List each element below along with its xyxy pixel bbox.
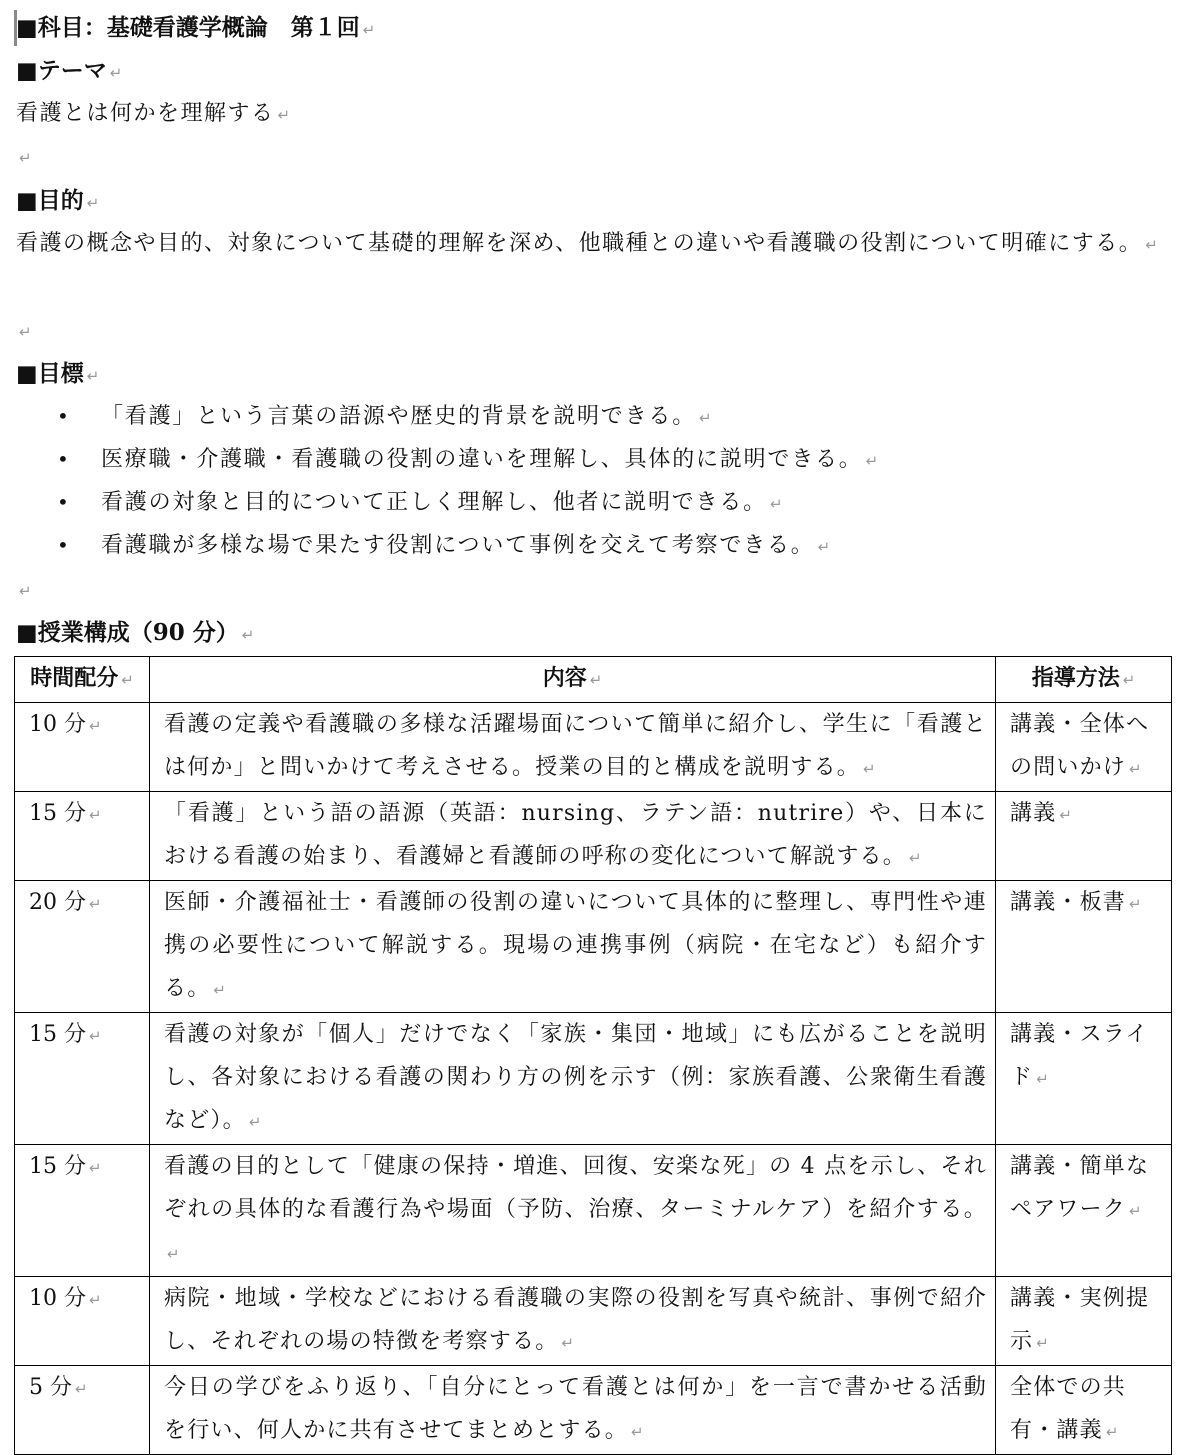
table-row [15,1013,1172,1145]
empty-paragraph: ↵ [19,582,32,600]
cell-method: 全体での共有・講義 ↵ [996,1366,1172,1455]
cell-content: 看護の定義や看護職の多様な活躍場面について簡単に紹介し、学生に「看護とは何か」と問いかけて考えさせる。授業の目的と構成を説明する。 ↵ [150,703,996,792]
cell-content: 病院・地域・学校などにおける看護職の実際の役割を写真や統計、事例で紹介し、それぞれの場の特徴を考察する。 ↵ [150,1277,996,1366]
cell-time: 15 分 ↵ [15,1013,150,1145]
table-row [15,1366,1172,1455]
cell-method: 講義・板書 ↵ [996,881,1172,1013]
bullet-icon: • [57,533,71,557]
document-title: ■科目：基礎看護学概論 第１回 ↵ [16,14,376,41]
table-row [15,792,1172,881]
theme-heading: ■テーマ ↵ [16,57,123,84]
table-header-row [15,657,1172,703]
cell-time: 15 分 ↵ [15,792,150,881]
purpose-text: 看護の概念や目的、対象について基礎的理解を深め、他職種との違いや看護職の役割について明確にする。 ↵ [16,231,1158,256]
structure-heading: ■授業構成（90 分） ↵ [16,619,255,646]
cell-time: 10 分 ↵ [15,703,150,792]
cell-content: 今日の学びをふり返り、「自分にとって看護とは何か」を一言で書かせる活動を行い、何人かに共有させてまとめとする。 ↵ [150,1366,996,1455]
cell-method: 講義 ↵ [996,792,1172,881]
cell-time: 10 分 ↵ [15,1277,150,1366]
cell-time: 20 分 ↵ [15,881,150,1013]
bullet-icon: • [57,490,71,514]
cell-method: 講義・簡単なペアワーク ↵ [996,1145,1172,1277]
bullet-icon: • [57,404,71,428]
cell-method: 講義・全体への問いかけ ↵ [996,703,1172,792]
list-item: • 看護職が多様な場で果たす役割について事例を交えて考察できる。 ↵ [0,524,1187,567]
bullet-icon: • [57,447,71,471]
cell-method: 講義・実例提示 ↵ [996,1277,1172,1366]
header-method: 指導方法 ↵ [996,657,1172,703]
table-row [15,1277,1172,1366]
list-item: • 看護の対象と目的について正しく理解し、他者に説明できる。 ↵ [0,481,1187,524]
cell-content: 「看護」という語の語源（英語：nursing、ラテン語：nutrire）や、日本における看護の始まり、看護婦と看護師の呼称の変化について解説する。 ↵ [150,792,996,881]
cell-time: 5 分 ↵ [15,1366,150,1455]
cell-content: 医師・介護福祉士・看護師の役割の違いについて具体的に整理し、専門性や連携の必要性について解説する。現場の連携事例（病院・在宅など）も紹介する。 ↵ [150,881,996,1013]
list-item: • 「看護」という言葉の語源や歴史的背景を説明できる。 ↵ [0,395,1187,438]
table-row [15,703,1172,792]
header-time: 時間配分 ↵ [15,657,150,703]
table-row [15,881,1172,1013]
cell-time: 15 分 ↵ [15,1145,150,1277]
cell-method: 講義・スライド ↵ [996,1013,1172,1145]
goals-list [0,395,1187,567]
empty-paragraph: ↵ [19,323,32,341]
cell-content: 看護の対象が「個人」だけでなく「家族・集団・地域」にも広がることを説明し、各対象における看護の関わり方の例を示す（例：家族看護、公衆衛生看護など）。 ↵ [150,1013,996,1145]
empty-paragraph: ↵ [19,149,32,167]
purpose-heading: ■目的 ↵ [16,187,100,214]
table-row [15,1145,1172,1277]
goals-heading: ■目標 ↵ [16,360,100,387]
list-item: • 医療職・介護職・看護職の役割の違いを理解し、具体的に説明できる。 ↵ [0,438,1187,481]
theme-text: 看護とは何かを理解する ↵ [16,101,291,126]
header-content: 内容 ↵ [150,657,996,703]
lesson-structure-table [14,656,1172,1455]
cell-content: 看護の目的として「健康の保持・増進、回復、安楽な死」の 4 点を示し、それぞれの具体的な看護行為や場面（予防、治療、ターミナルケア）を紹介する。↵ [150,1145,996,1277]
